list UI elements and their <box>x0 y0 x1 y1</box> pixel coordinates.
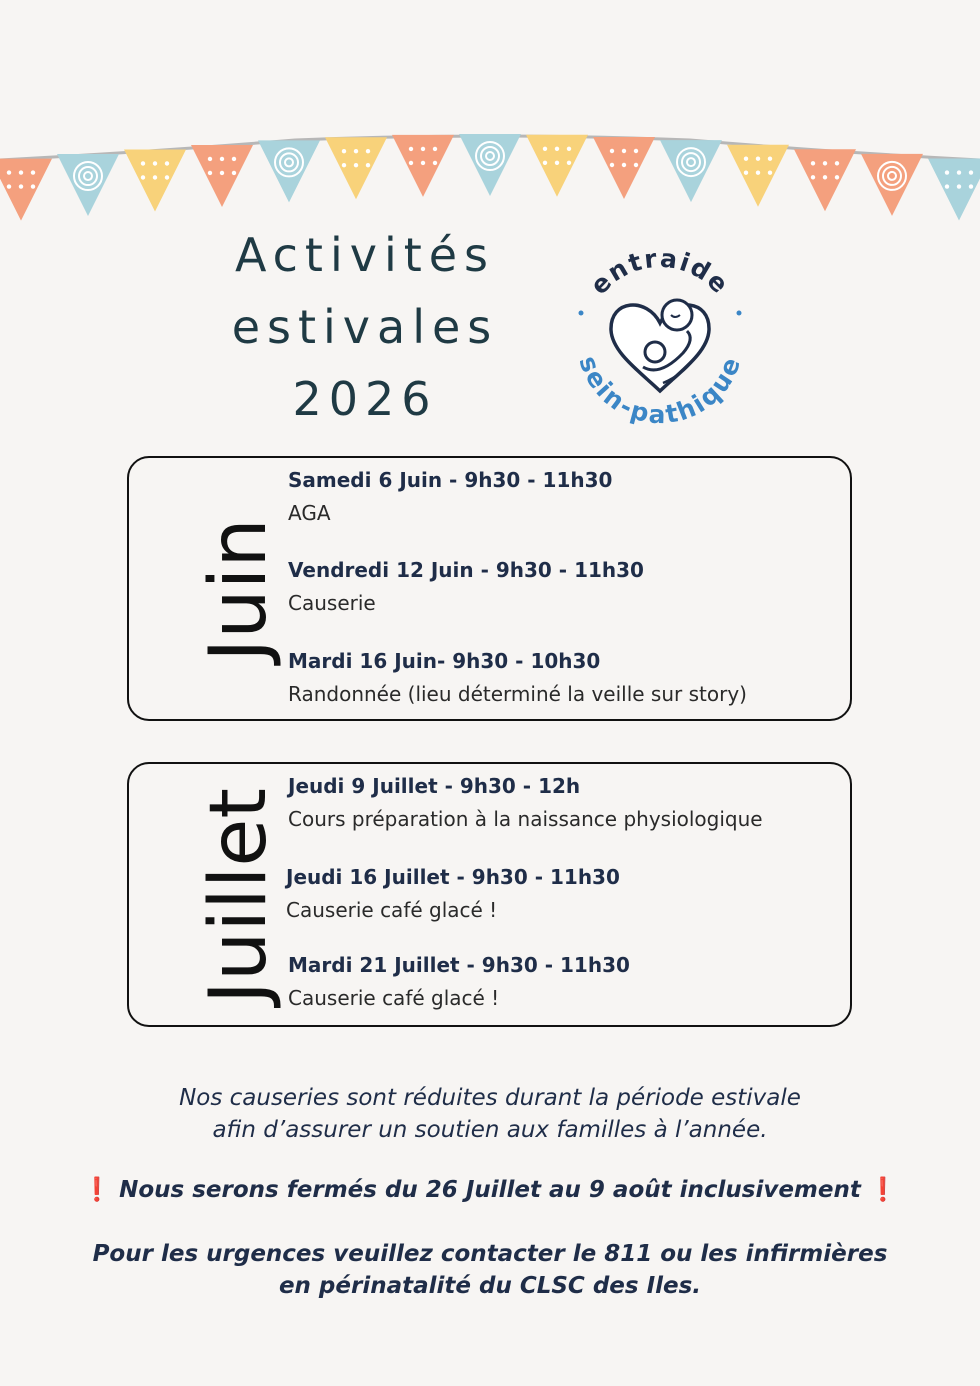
event-description: Cours préparation à la naissance physiologique <box>288 807 763 831</box>
title-year: 2026 <box>292 372 438 426</box>
event-description: Causerie café glacé ! <box>288 986 500 1010</box>
bunting-flag <box>526 135 588 197</box>
mother-baby-heart-icon <box>611 300 709 391</box>
note-line: afin d’assurer un soutien aux familles à l’année. <box>212 1117 768 1143</box>
urgency-note <box>60 1238 920 1302</box>
svg-text:entraide <box>585 244 736 301</box>
event-date: Samedi 6 Juin - 9h30 - 11h30 <box>288 468 613 492</box>
exclamation-icon: ❗ <box>82 1177 112 1203</box>
month-label-juillet: Juillet <box>194 787 284 1005</box>
event-item <box>288 649 747 706</box>
event-item <box>288 468 612 525</box>
title-line-1: Activités <box>234 228 496 282</box>
event-item <box>286 865 620 922</box>
note-line: Pour les urgences veuillez contacter le 811 ou les infirmières <box>92 1241 888 1267</box>
bunting-flag <box>392 135 454 197</box>
event-date: Mardi 21 Juillet - 9h30 - 11h30 <box>288 953 630 977</box>
title-line-2: estivales <box>231 300 499 354</box>
event-date: Jeudi 9 Juillet - 9h30 - 12h <box>288 774 581 798</box>
bunting-flag <box>794 149 856 211</box>
closure-note <box>60 1174 920 1206</box>
bunting-decoration <box>0 130 980 230</box>
logo-text-top: entraide <box>584 243 736 301</box>
bunting-flag <box>0 159 52 221</box>
closure-text: Nous serons fermés du 26 Juillet au 9 août inclusivement <box>119 1177 861 1203</box>
event-description: AGA <box>288 501 331 525</box>
month-label-juin: Juin <box>194 518 284 662</box>
bunting-flag <box>325 137 387 199</box>
event-item <box>288 558 644 615</box>
event-item <box>288 774 763 831</box>
event-date: Jeudi 16 Juillet - 9h30 - 11h30 <box>286 865 620 889</box>
event-description: Randonnée (lieu déterminé la veille sur story) <box>288 682 747 706</box>
bunting-flag <box>191 145 253 207</box>
bunting-flag <box>928 159 980 221</box>
event-description: Causerie <box>288 591 376 615</box>
bunting-flag <box>124 149 186 211</box>
bunting-flag <box>727 145 789 207</box>
event-description: Causerie café glacé ! <box>286 898 498 922</box>
reduced-causeries-note <box>60 1082 920 1146</box>
month-box-juin <box>127 456 852 721</box>
event-date: Vendredi 12 Juin - 9h30 - 11h30 <box>288 558 644 582</box>
entraide-logo <box>555 235 765 445</box>
logo-text-bottom: sein-pathique <box>573 351 747 430</box>
event-item <box>288 953 630 1010</box>
event-date: Mardi 16 Juin- 9h30 - 10h30 <box>288 649 601 673</box>
month-box-juillet <box>127 762 852 1027</box>
bunting-flag <box>593 137 655 199</box>
note-line: Nos causeries sont réduites durant la période estivale <box>179 1085 801 1111</box>
note-line: en périnatalité du CLSC des Iles. <box>278 1273 702 1299</box>
exclamation-icon: ❗ <box>868 1177 898 1203</box>
